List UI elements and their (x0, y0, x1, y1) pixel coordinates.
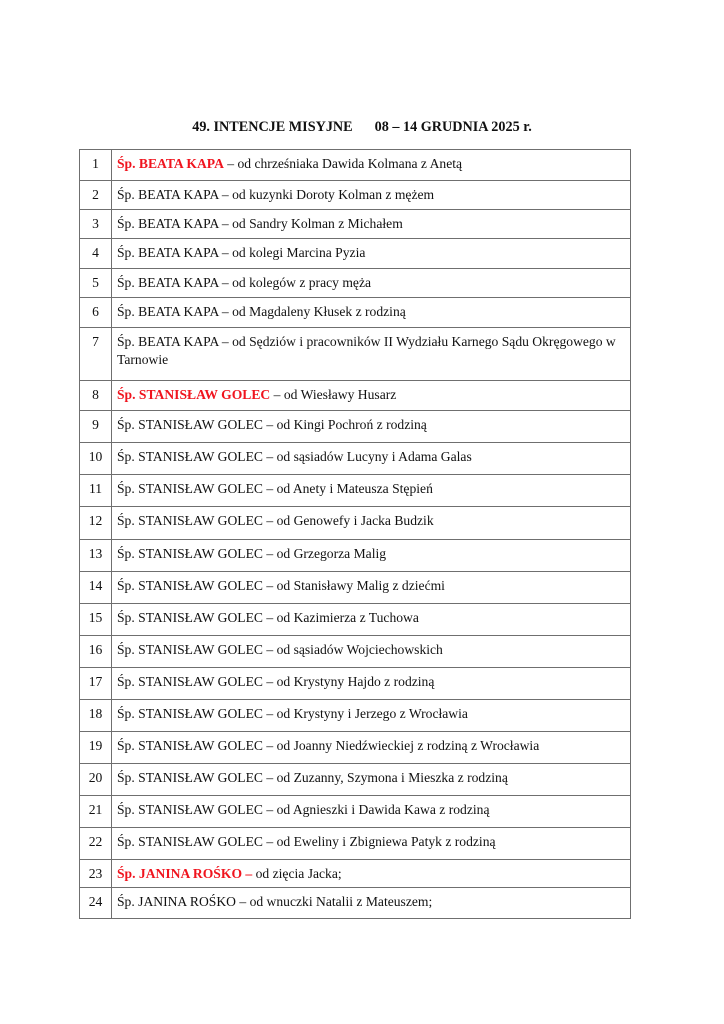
intentions-table (79, 149, 631, 919)
row-number: 22 (80, 828, 112, 860)
table-row (80, 269, 631, 298)
deceased-name: Śp. STANISŁAW GOLEC (117, 481, 263, 496)
separator: – (218, 216, 233, 231)
row-number: 23 (80, 860, 112, 888)
intention-text (112, 239, 631, 269)
separator: – (218, 275, 233, 290)
table-row (80, 475, 631, 507)
intention-from: od Joanny Niedźwieckiej z rodziną z Wrocławia (276, 738, 540, 753)
intention-text (112, 700, 631, 732)
deceased-name: Śp. BEATA KAPA (117, 245, 219, 260)
deceased-name: Śp. BEATA KAPA (117, 187, 219, 202)
deceased-name: Śp. STANISŁAW GOLEC (117, 770, 263, 785)
row-number: 14 (80, 572, 112, 604)
intention-from: od kolegów z pracy męża (232, 275, 372, 290)
table-row (80, 764, 631, 796)
intention-text (112, 507, 631, 540)
intention-text (112, 796, 631, 828)
deceased-name: Śp. STANISŁAW GOLEC (117, 706, 263, 721)
table-row (80, 888, 631, 919)
deceased-name: Śp. BEATA KAPA (117, 334, 219, 349)
row-number: 3 (80, 210, 112, 239)
separator: – (262, 706, 277, 721)
separator: – (262, 481, 277, 496)
intention-from: od Zuzanny, Szymona i Mieszka z rodziną (276, 770, 508, 785)
separator: – (223, 156, 238, 171)
intention-from: od sąsiadów Lucyny i Adama Galas (276, 449, 472, 464)
table-row (80, 411, 631, 443)
row-number: 20 (80, 764, 112, 796)
intention-text (112, 328, 631, 381)
intention-from: od Agnieszki i Dawida Kawa z rodziną (276, 802, 490, 817)
intention-text (112, 411, 631, 443)
separator: – (262, 513, 277, 528)
separator: – (218, 334, 233, 349)
separator: – (262, 578, 277, 593)
intention-from: od Anety i Mateusza Stępień (276, 481, 433, 496)
table-row (80, 381, 631, 411)
intention-text (112, 150, 631, 181)
intention-from: od wnuczki Natalii z Mateuszem; (249, 894, 433, 909)
deceased-name: Śp. STANISŁAW GOLEC (117, 546, 263, 561)
deceased-name: Śp. STANISŁAW GOLEC (117, 417, 263, 432)
deceased-name: Śp. STANISŁAW GOLEC (117, 738, 263, 753)
row-number: 21 (80, 796, 112, 828)
separator: – (262, 546, 277, 561)
row-number: 12 (80, 507, 112, 540)
separator: – (218, 245, 233, 260)
deceased-name: Śp. BEATA KAPA (117, 304, 219, 319)
deceased-name: Śp. JANINA ROŚKO – (117, 866, 253, 881)
intention-text (112, 636, 631, 668)
separator: – (262, 770, 277, 785)
intention-text (112, 475, 631, 507)
row-number: 24 (80, 888, 112, 919)
deceased-name: Śp. STANISŁAW GOLEC (117, 834, 263, 849)
intention-from: od Krystyny i Jerzego z Wrocławia (276, 706, 468, 721)
table-row (80, 328, 631, 381)
row-number: 7 (80, 328, 112, 381)
table-row (80, 604, 631, 636)
intention-text (112, 381, 631, 411)
intention-text (112, 540, 631, 572)
separator: – (218, 187, 233, 202)
deceased-name: Śp. STANISŁAW GOLEC (117, 513, 263, 528)
row-number: 5 (80, 269, 112, 298)
row-number: 1 (80, 150, 112, 181)
deceased-name: Śp. BEATA KAPA (117, 216, 219, 231)
intention-from: od Wiesławy Husarz (283, 387, 397, 402)
deceased-name: Śp. STANISŁAW GOLEC (117, 674, 263, 689)
table-row (80, 298, 631, 328)
intention-from: od Stanisławy Malig z dziećmi (276, 578, 445, 593)
intention-from: od Genowefy i Jacka Budzik (276, 513, 434, 528)
table-row (80, 828, 631, 860)
deceased-name: Śp. STANISŁAW GOLEC (117, 387, 271, 402)
table-row (80, 181, 631, 210)
intention-from: od Krystyny Hajdo z rodziną (276, 674, 435, 689)
row-number: 11 (80, 475, 112, 507)
row-number: 16 (80, 636, 112, 668)
intention-text (112, 572, 631, 604)
intention-text (112, 764, 631, 796)
document-title (0, 119, 724, 136)
intention-from: od Grzegorza Malig (276, 546, 387, 561)
row-number: 9 (80, 411, 112, 443)
separator: – (262, 449, 277, 464)
deceased-name: Śp. STANISŁAW GOLEC (117, 802, 263, 817)
intention-text (112, 888, 631, 919)
table-row (80, 540, 631, 572)
intention-text (112, 269, 631, 298)
deceased-name: Śp. JANINA ROŚKO (117, 894, 236, 909)
deceased-name: Śp. STANISŁAW GOLEC (117, 449, 263, 464)
deceased-name: Śp. STANISŁAW GOLEC (117, 578, 263, 593)
table-row (80, 239, 631, 269)
row-number: 19 (80, 732, 112, 764)
table-row (80, 860, 631, 888)
intention-from: od kolegi Marcina Pyzia (232, 245, 366, 260)
row-number: 15 (80, 604, 112, 636)
row-number: 2 (80, 181, 112, 210)
separator: – (262, 738, 277, 753)
row-number: 18 (80, 700, 112, 732)
row-number: 6 (80, 298, 112, 328)
intention-text (112, 443, 631, 475)
table-row (80, 636, 631, 668)
table-row (80, 732, 631, 764)
table-row (80, 210, 631, 239)
table-row (80, 700, 631, 732)
intention-text (112, 732, 631, 764)
separator: – (262, 417, 277, 432)
intention-text (112, 298, 631, 328)
separator: – (262, 834, 277, 849)
table-row (80, 796, 631, 828)
intention-from: od Kingi Pochroń z rodziną (276, 417, 427, 432)
intention-text (112, 828, 631, 860)
intention-from: od Magdaleny Kłusek z rodziną (232, 304, 406, 319)
table-row (80, 668, 631, 700)
title-part-2: 08 – 14 GRUDNIA 2025 r. (374, 119, 532, 135)
row-number: 13 (80, 540, 112, 572)
intention-from: od zięcia Jacka; (255, 866, 342, 881)
intention-from: od kuzynki Doroty Kolman z mężem (232, 187, 435, 202)
table-row (80, 150, 631, 181)
intention-text (112, 181, 631, 210)
separator: – (262, 674, 277, 689)
intention-from: od Sandry Kolman z Michałem (232, 216, 403, 231)
row-number: 17 (80, 668, 112, 700)
intention-text (112, 604, 631, 636)
table-row (80, 443, 631, 475)
separator: – (262, 610, 277, 625)
separator: – (270, 387, 284, 402)
title-part-1: 49. INTENCJE MISYJNE (192, 119, 353, 135)
deceased-name: Śp. BEATA KAPA (117, 275, 219, 290)
intention-text (112, 860, 631, 888)
table-row (80, 507, 631, 540)
separator: – (218, 304, 233, 319)
separator: – (235, 894, 250, 909)
deceased-name: Śp. STANISŁAW GOLEC (117, 642, 263, 657)
row-number: 8 (80, 381, 112, 411)
table-row (80, 572, 631, 604)
intention-from: od Eweliny i Zbigniewa Patyk z rodziną (276, 834, 496, 849)
intention-text (112, 668, 631, 700)
intention-from: od chrześniaka Dawida Kolmana z Anetą (237, 156, 463, 171)
row-number: 10 (80, 443, 112, 475)
separator: – (262, 802, 277, 817)
intention-from: od Sędziów i pracowników II Wydziału Karnego Sądu Okręgowego w Tarnowie (117, 334, 616, 367)
intention-text (112, 210, 631, 239)
separator: – (262, 642, 277, 657)
intention-from: od Kazimierza z Tuchowa (276, 610, 419, 625)
deceased-name: Śp. STANISŁAW GOLEC (117, 610, 263, 625)
row-number: 4 (80, 239, 112, 269)
deceased-name: Śp. BEATA KAPA (117, 156, 224, 171)
intention-from: od sąsiadów Wojciechowskich (276, 642, 443, 657)
